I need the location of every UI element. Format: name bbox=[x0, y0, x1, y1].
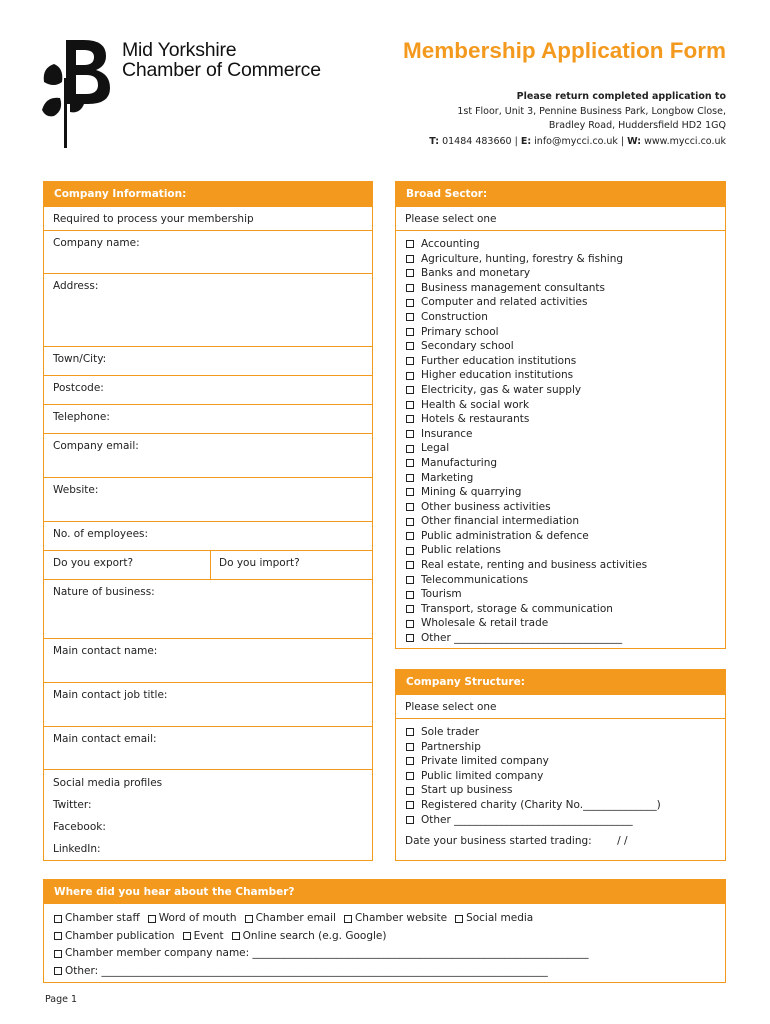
twitter-field[interactable]: Twitter: bbox=[53, 799, 92, 811]
hear-option[interactable] bbox=[148, 910, 237, 928]
checkbox-icon[interactable] bbox=[406, 503, 414, 511]
checklist-item-label: Mining & quarrying bbox=[421, 486, 522, 499]
checkbox-icon[interactable] bbox=[406, 284, 414, 292]
hear-option[interactable] bbox=[183, 928, 224, 946]
website-field[interactable] bbox=[44, 477, 372, 521]
checklist-item-label: Hotels & restaurants bbox=[421, 413, 530, 426]
checklist-item[interactable] bbox=[406, 354, 715, 369]
checklist-item-label: Manufacturing bbox=[421, 456, 498, 469]
checklist-item-label: Other __________________________________ bbox=[421, 813, 633, 826]
hear-option[interactable] bbox=[455, 910, 533, 928]
export-import-row[interactable] bbox=[44, 550, 372, 579]
checklist-item-label: Start up business bbox=[421, 784, 513, 797]
social-media-block bbox=[44, 769, 372, 856]
company-info-subheading-row bbox=[44, 206, 372, 230]
checklist-item[interactable] bbox=[406, 798, 715, 813]
structure-heading: Company Structure: bbox=[396, 670, 725, 694]
checkbox-icon[interactable] bbox=[406, 357, 414, 365]
checkbox-icon[interactable] bbox=[406, 591, 414, 599]
company-structure-panel bbox=[395, 669, 726, 861]
checklist-item-label: Health & social work bbox=[421, 398, 530, 411]
checklist-item-label: Primary school bbox=[421, 325, 499, 338]
checklist-item[interactable] bbox=[406, 573, 715, 588]
checkbox-icon[interactable] bbox=[406, 547, 414, 555]
contact-name-field[interactable] bbox=[44, 638, 372, 682]
hear-option-label: Social media bbox=[466, 912, 534, 924]
broad-sector-subheading-row bbox=[396, 206, 725, 230]
employees-field[interactable] bbox=[44, 521, 372, 550]
hear-option-label: Online search (e.g. Google) bbox=[242, 929, 387, 942]
checkbox-icon[interactable] bbox=[406, 401, 414, 409]
social-media-lines bbox=[53, 772, 363, 860]
checklist-item[interactable] bbox=[406, 587, 715, 602]
linkedin-field[interactable]: LinkedIn: bbox=[53, 843, 101, 855]
checkbox-icon[interactable] bbox=[406, 430, 414, 438]
hear-option-label: Chamber publication bbox=[65, 929, 175, 942]
hear-about-panel bbox=[43, 879, 726, 983]
contact-email-label: Main contact email: bbox=[53, 733, 157, 745]
address-label: Address: bbox=[53, 280, 99, 292]
contact-email-field[interactable] bbox=[44, 726, 372, 769]
return-heading: Please return completed application to bbox=[516, 91, 726, 102]
checklist-item-label: Legal bbox=[421, 442, 450, 455]
checkbox-icon[interactable] bbox=[245, 915, 253, 923]
hear-option[interactable] bbox=[232, 928, 387, 946]
hear-option[interactable] bbox=[344, 910, 447, 928]
checklist-item-label: Transport, storage & communication bbox=[421, 602, 613, 615]
checkbox-icon[interactable] bbox=[406, 576, 414, 584]
checkbox-icon[interactable] bbox=[232, 932, 240, 940]
form-title: Membership Application Form bbox=[403, 38, 726, 63]
return-address bbox=[457, 90, 726, 134]
checklist-item-label: Sole trader bbox=[421, 726, 480, 738]
checklist-item-label: Public limited company bbox=[421, 769, 544, 782]
checkbox-icon[interactable] bbox=[406, 445, 414, 453]
hear-option[interactable] bbox=[54, 910, 140, 928]
checklist-item-label: Electricity, gas & water supply bbox=[421, 383, 582, 396]
checkbox-icon[interactable] bbox=[406, 415, 414, 423]
checklist-item-label: Wholesale & retail trade bbox=[421, 617, 549, 630]
checklist-item[interactable] bbox=[406, 252, 715, 267]
checkbox-icon[interactable] bbox=[406, 372, 414, 380]
town-label: Town/City: bbox=[53, 353, 107, 365]
checklist-item[interactable] bbox=[406, 339, 715, 354]
checkbox-icon[interactable] bbox=[406, 772, 414, 780]
hear-row-1 bbox=[54, 910, 715, 928]
checkbox-icon[interactable] bbox=[406, 605, 414, 613]
checklist-item-label: Registered charity (Charity No.______________) bbox=[421, 798, 661, 811]
hear-option-label: Event bbox=[193, 929, 224, 942]
structure-list bbox=[396, 718, 725, 829]
company-info-subheading: Required to process your membership bbox=[53, 213, 254, 225]
checkbox-icon[interactable] bbox=[406, 313, 414, 321]
nature-label: Nature of business: bbox=[53, 586, 155, 598]
member-company-option: Chamber member company name: ________________________________________________________________ bbox=[65, 947, 589, 959]
checkbox-icon[interactable] bbox=[406, 518, 414, 526]
checkbox-icon[interactable] bbox=[406, 459, 414, 467]
checklist-item[interactable] bbox=[406, 783, 715, 798]
checklist-item-label: Agriculture, hunting, forestry & fishing bbox=[421, 252, 624, 265]
checklist-item-label: Computer and related activities bbox=[421, 296, 588, 309]
checklist-item[interactable] bbox=[406, 266, 715, 281]
started-trading-date[interactable]: / / bbox=[617, 835, 628, 847]
web-label: W: bbox=[627, 136, 642, 147]
checkbox-icon[interactable] bbox=[406, 299, 414, 307]
checkbox-icon[interactable] bbox=[54, 967, 62, 975]
checkbox-icon[interactable] bbox=[406, 728, 414, 736]
started-trading-row[interactable] bbox=[396, 829, 725, 853]
checklist-item-label: Marketing bbox=[421, 471, 474, 484]
employees-label: No. of employees: bbox=[53, 528, 149, 540]
address-field[interactable] bbox=[44, 273, 372, 346]
checklist-item[interactable] bbox=[406, 500, 715, 515]
export-import-divider bbox=[210, 551, 211, 579]
checklist-item[interactable] bbox=[406, 543, 715, 558]
tel-value: 01484 483660 | bbox=[439, 136, 521, 147]
checklist-item[interactable] bbox=[406, 529, 715, 544]
hear-option-label: Word of mouth bbox=[158, 912, 237, 924]
checklist-item-label: Private limited company bbox=[421, 755, 549, 768]
company-info-heading: Company Information: bbox=[44, 182, 372, 206]
export-label: Do you export? bbox=[53, 557, 134, 569]
company-name-field[interactable] bbox=[44, 230, 372, 273]
checklist-item[interactable] bbox=[406, 456, 715, 471]
checklist-item-label: Banks and monetary bbox=[421, 267, 531, 280]
checklist-item[interactable] bbox=[406, 412, 715, 427]
hear-option[interactable] bbox=[245, 910, 336, 928]
hear-option[interactable] bbox=[54, 928, 175, 946]
broad-sector-heading: Broad Sector: bbox=[396, 182, 725, 206]
checklist-item[interactable] bbox=[406, 602, 715, 617]
checklist-item-label: Other financial intermediation bbox=[421, 515, 579, 528]
hear-about-heading: Where did you hear about the Chamber? bbox=[44, 880, 725, 904]
website-label: Website: bbox=[53, 484, 99, 496]
page-number: Page 1 bbox=[45, 994, 78, 1005]
checklist-item[interactable] bbox=[406, 485, 715, 500]
checklist-item[interactable] bbox=[406, 740, 715, 755]
checklist-item-label: Insurance bbox=[421, 427, 473, 440]
checklist-item[interactable] bbox=[406, 514, 715, 529]
checkbox-icon[interactable] bbox=[406, 269, 414, 277]
tree-logo-icon bbox=[40, 38, 120, 150]
other-source-option: Other: _____________________________________________________________________________________ bbox=[65, 964, 548, 977]
org-name-line2: Chamber of Commerce bbox=[122, 59, 321, 81]
started-trading-label: Date your business started trading: bbox=[405, 835, 592, 847]
checklist-item[interactable] bbox=[406, 616, 715, 631]
checklist-item[interactable] bbox=[406, 281, 715, 296]
checklist-item-label: Other ________________________________ bbox=[421, 632, 623, 645]
contact-line bbox=[429, 136, 726, 147]
checkbox-icon[interactable] bbox=[344, 915, 352, 923]
checkbox-icon[interactable] bbox=[406, 488, 414, 496]
checklist-item[interactable] bbox=[406, 754, 715, 769]
checkbox-icon[interactable] bbox=[406, 328, 414, 336]
checkbox-icon[interactable] bbox=[406, 240, 414, 248]
hear-option-label: Chamber email bbox=[255, 912, 336, 924]
broad-sector-subheading: Please select one bbox=[405, 213, 497, 225]
broad-sector-panel bbox=[395, 181, 726, 649]
email-label: E: bbox=[520, 136, 532, 147]
org-name-line1: Mid Yorkshire bbox=[122, 39, 237, 61]
checklist-item-label: Public relations bbox=[421, 544, 501, 557]
facebook-field[interactable]: Facebook: bbox=[53, 821, 106, 833]
checkbox-icon[interactable] bbox=[406, 386, 414, 394]
checkbox-icon[interactable] bbox=[406, 474, 414, 482]
checkbox-icon[interactable] bbox=[406, 634, 414, 642]
checklist-item[interactable] bbox=[406, 310, 715, 325]
web-value: www.mycci.co.uk bbox=[641, 136, 726, 147]
postcode-field[interactable] bbox=[44, 375, 372, 404]
checklist-item[interactable] bbox=[406, 471, 715, 486]
checklist-item[interactable] bbox=[406, 295, 715, 310]
checkbox-icon[interactable] bbox=[406, 255, 414, 263]
checklist-item-label: Accounting bbox=[421, 238, 480, 250]
checklist-item-label: Higher education institutions bbox=[421, 369, 574, 382]
checklist-item[interactable] bbox=[406, 725, 715, 740]
checkbox-icon[interactable] bbox=[406, 757, 414, 765]
telephone-label: Telephone: bbox=[53, 411, 110, 423]
checkbox-icon[interactable] bbox=[406, 787, 414, 795]
chamber-logo bbox=[40, 38, 340, 148]
company-name-label: Company name: bbox=[53, 237, 140, 249]
address-line2: Bradley Road, Huddersfield HD2 1GQ bbox=[548, 120, 726, 131]
checkbox-icon[interactable] bbox=[406, 561, 414, 569]
organisation-name bbox=[122, 40, 321, 80]
checklist-item-label: Telecommunications bbox=[421, 573, 529, 586]
hear-option-label: Chamber staff bbox=[65, 912, 140, 924]
checklist-item[interactable] bbox=[406, 368, 715, 383]
hear-row-3 bbox=[54, 945, 715, 963]
checkbox-icon[interactable] bbox=[406, 620, 414, 628]
sector-list bbox=[396, 230, 725, 646]
company-email-field[interactable] bbox=[44, 433, 372, 477]
checklist-item[interactable] bbox=[406, 398, 715, 413]
checklist-item[interactable] bbox=[406, 558, 715, 573]
checkbox-icon[interactable] bbox=[406, 532, 414, 540]
address-line1: 1st Floor, Unit 3, Pennine Business Park, Longbow Close, bbox=[457, 105, 726, 117]
tel-label: T: bbox=[429, 136, 440, 147]
checklist-item-label: Real estate, renting and business activities bbox=[421, 559, 648, 572]
checklist-item-label: Construction bbox=[421, 310, 488, 323]
checkbox-icon[interactable] bbox=[406, 816, 414, 824]
hear-about-options bbox=[44, 904, 725, 980]
checkbox-icon[interactable] bbox=[54, 932, 62, 940]
checklist-item[interactable] bbox=[406, 769, 715, 784]
checkbox-icon[interactable] bbox=[54, 950, 62, 958]
social-heading: Social media profiles bbox=[53, 777, 163, 789]
checklist-item[interactable] bbox=[406, 427, 715, 442]
checkbox-icon[interactable] bbox=[455, 915, 463, 923]
nature-of-business-field[interactable] bbox=[44, 579, 372, 638]
checklist-item[interactable] bbox=[406, 813, 715, 828]
checklist-item[interactable] bbox=[406, 383, 715, 398]
checklist-item-label: Further education institutions bbox=[421, 354, 577, 367]
checkbox-icon[interactable] bbox=[183, 932, 191, 940]
hear-row-2 bbox=[54, 928, 715, 946]
checkbox-icon[interactable] bbox=[406, 743, 414, 751]
checklist-item-label: Secondary school bbox=[421, 340, 514, 353]
postcode-label: Postcode: bbox=[53, 382, 104, 394]
email-value: info@mycci.co.uk | bbox=[531, 136, 628, 147]
checkbox-icon[interactable] bbox=[54, 915, 62, 923]
company-email-label: Company email: bbox=[53, 440, 139, 452]
hear-row-4 bbox=[54, 963, 715, 981]
structure-subheading: Please select one bbox=[405, 701, 497, 713]
town-field[interactable] bbox=[44, 346, 372, 375]
checklist-item-label: Partnership bbox=[421, 740, 481, 753]
import-label: Do you import? bbox=[219, 557, 300, 569]
checklist-item-label: Public administration & defence bbox=[421, 529, 589, 542]
checkbox-icon[interactable] bbox=[148, 915, 156, 923]
contact-name-label: Main contact name: bbox=[53, 645, 158, 657]
checkbox-icon[interactable] bbox=[406, 801, 414, 809]
checkbox-icon[interactable] bbox=[406, 342, 414, 350]
checklist-item-label: Tourism bbox=[421, 588, 462, 601]
checklist-item[interactable] bbox=[406, 631, 715, 646]
checklist-item[interactable] bbox=[406, 325, 715, 340]
checklist-item-label: Business management consultants bbox=[421, 281, 606, 294]
company-information-panel bbox=[43, 181, 373, 861]
checklist-item-label: Other business activities bbox=[421, 500, 551, 513]
checklist-item[interactable] bbox=[406, 237, 715, 252]
telephone-field[interactable] bbox=[44, 404, 372, 433]
contact-title-field[interactable] bbox=[44, 682, 372, 726]
checklist-item[interactable] bbox=[406, 441, 715, 456]
contact-title-label: Main contact job title: bbox=[53, 689, 168, 701]
hear-option-label: Chamber website bbox=[354, 912, 448, 924]
structure-subheading-row bbox=[396, 694, 725, 718]
